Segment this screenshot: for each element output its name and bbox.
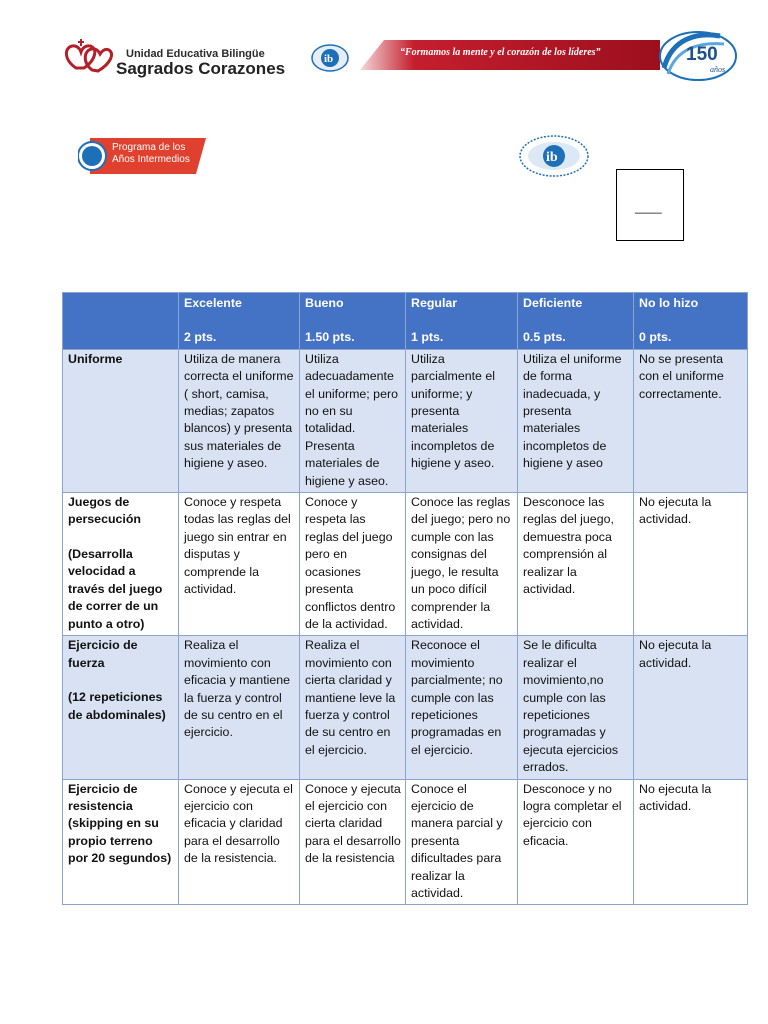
school-motto: “Formamos la mente y el corazón de los líderes”	[400, 47, 601, 58]
criterion-title: Ejercicio de fuerza	[68, 638, 138, 670]
level-points: 0.5 pts.	[523, 330, 566, 345]
grade-blank-line: ____	[635, 200, 662, 214]
level-label: Deficiente	[523, 296, 583, 310]
criterion-cell	[63, 493, 179, 636]
header-criterion	[63, 293, 179, 350]
rubric-cell: Se le dificulta realizar el movimiento,no cumple con las repeticiones programadas y ejecuta ejercicios errados.	[518, 636, 634, 779]
level-label: Excelente	[184, 296, 242, 310]
rubric-cell: Desconoce las reglas del juego, demuestra poca comprensión al realizar la actividad.	[518, 493, 634, 636]
ib-world-school-icon	[310, 43, 350, 73]
rubric-row-uniforme	[63, 349, 748, 492]
criterion-cell	[63, 636, 179, 779]
myp-line2: Años Intermedios	[112, 154, 190, 165]
criterion-detail: (Desarrolla velocidad a través del juego de correr de un punto a otro)	[68, 546, 163, 631]
rubric-cell: Realiza el movimiento con eficacia y mantiene la fuerza y control de su centro en el ejercicio.	[179, 636, 300, 779]
header-no-lo-hizo	[634, 293, 748, 350]
school-identity	[60, 26, 360, 84]
level-label: Bueno	[305, 296, 344, 310]
level-label: No lo hizo	[639, 296, 699, 310]
rubric-cell: No ejecuta la actividad.	[634, 779, 748, 905]
criterion-cell	[63, 349, 179, 492]
school-header-banner	[60, 26, 740, 84]
rubric-cell: Realiza el movimiento con cierta claridad y mantiene leve la fuerza y control de su centro en el ejercicio.	[300, 636, 406, 779]
rubric-row-resistencia	[63, 779, 748, 905]
anniversary-150-logo-icon	[650, 28, 740, 82]
header-deficiente	[518, 293, 634, 350]
rubric-cell: Conoce el ejercicio de manera parcial y presenta dificultades para realizar la actividad.	[406, 779, 518, 905]
myp-programme-logo	[78, 136, 208, 176]
criterion-title: Juegos de persecución	[68, 495, 141, 527]
criterion-title: Ejercicio de resistencia (skipping en su propio terreno por 20 segundos)	[68, 781, 172, 866]
level-points: 0 pts.	[639, 330, 672, 345]
header-excelente	[179, 293, 300, 350]
level-points: 1 pts.	[411, 330, 444, 345]
criterion-cell	[63, 779, 179, 905]
criterion-detail: (12 repeticiones de abdominales)	[68, 690, 166, 722]
rubric-row-juegos	[63, 493, 748, 636]
rubric-cell: Conoce las reglas del juego; pero no cumple con las consignas del juego, le resulta un poco difícil comprender la actividad.	[406, 493, 518, 636]
level-label: Regular	[411, 296, 458, 310]
sacred-hearts-logo-icon	[62, 38, 116, 76]
ib-world-school-seal-icon	[518, 134, 590, 178]
criterion-title: Uniforme	[68, 351, 123, 366]
header-bueno	[300, 293, 406, 350]
evaluation-rubric-table	[62, 292, 748, 905]
rubric-cell: Desconoce y no logra completar el ejercicio con eficacia.	[518, 779, 634, 905]
ib-mark-small: ib	[324, 53, 334, 65]
anniversary-number: 150	[686, 44, 718, 65]
rubric-cell: Conoce y respeta las reglas del juego pero en ocasiones presenta conflictos dentro de la actividad.	[300, 493, 406, 636]
level-points: 1.50 pts.	[305, 330, 355, 345]
rubric-cell: Utiliza parcialmente el uniforme; y presenta materiales incompletos de higiene y aseo.	[406, 349, 518, 492]
rubric-cell: Utiliza adecuadamente el uniforme; pero no en su totalidad. Presenta materiales de higiene y aseo.	[300, 349, 406, 492]
rubric-cell: No ejecuta la actividad.	[634, 493, 748, 636]
rubric-row-fuerza	[63, 636, 748, 779]
myp-line1: Programa de los	[112, 142, 186, 153]
rubric-header-row	[63, 293, 748, 350]
rubric-cell: Reconoce el movimiento parcialmente; no cumple con las repeticiones programadas en el ejercicio.	[406, 636, 518, 779]
school-subtitle: Unidad Educativa Bilingüe	[126, 48, 265, 60]
header-regular	[406, 293, 518, 350]
myp-logo-text	[112, 142, 190, 166]
rubric-cell: Conoce y respeta todas las reglas del juego sin entrar en disputas y comprende la actividad.	[179, 493, 300, 636]
rubric-cell: Conoce y ejecuta el ejercicio con eficacia y claridad para el desarrollo de la resistencia.	[179, 779, 300, 905]
rubric-cell: No se presenta con el uniforme correctamente.	[634, 349, 748, 492]
grade-box[interactable]	[616, 169, 684, 241]
level-points: 2 pts.	[184, 330, 217, 345]
anniversary-word: años	[710, 65, 726, 74]
ib-seal-mark: ib	[546, 150, 558, 165]
rubric-cell: Conoce y ejecuta el ejercicio con cierta claridad para el desarrollo de la resistencia	[300, 779, 406, 905]
rubric-cell: No ejecuta la actividad.	[634, 636, 748, 779]
rubric-cell: Utiliza el uniforme de forma inadecuada, y presenta materiales incompletos de higiene y aseo	[518, 349, 634, 492]
rubric-cell: Utiliza de manera correcta el uniforme ( short, camisa, medias; zapatos blancos) y presenta sus materiales de higiene y aseo.	[179, 349, 300, 492]
school-name: Sagrados Corazones	[116, 59, 286, 78]
